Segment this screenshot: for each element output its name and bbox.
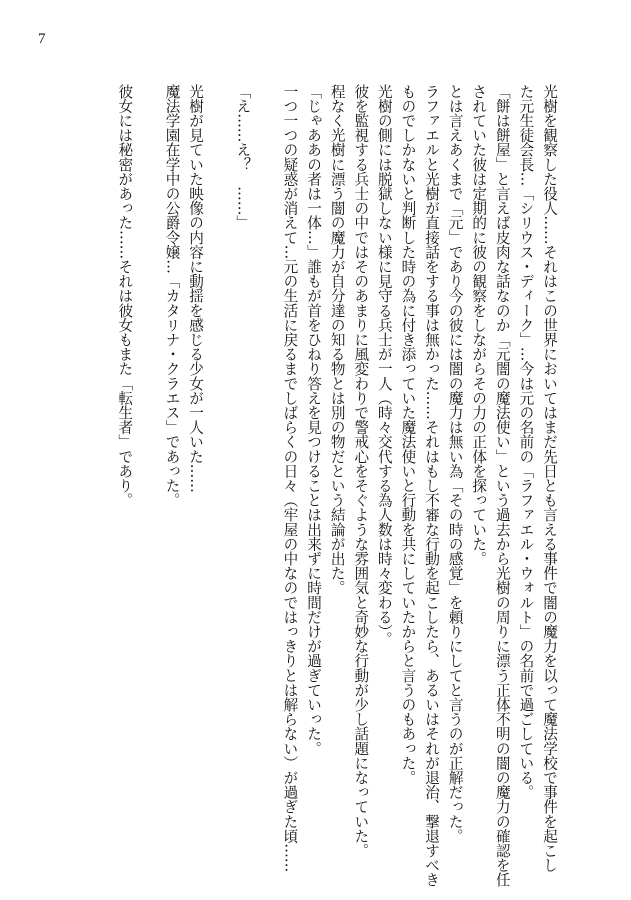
text-line: 一つ一つの疑惑が消えて…元の生活に戻るまでしばらくの日々（牢屋の中なのではっきりとは解らない）が過ぎた頃…… [281,84,299,873]
text-line: 「じゃああの者は一体…」誰もが首をひねり答えを見つけることは出来ずに時間だけが過ぎていった。 [305,84,323,756]
text-line: 光樹が見ていた映像の内容に動揺を感じる少女が一人いた…… [187,84,205,493]
text-line: 程なく光樹に漂う闇の魔力が自分達の知る物とは別の物だという結論が出た。 [328,84,346,595]
text-line: 彼女には秘密があった……それは彼女もまた「転生者」であり。 [116,84,134,508]
text-line: とは言えあくまで「元」であり今の彼には闇の魔力は無い為「その時の感覚」を頼りにしてと言うのが正解だった。 [446,84,464,844]
page-number: 7 [38,31,46,47]
text-line: 光樹を観察した役人……それはこの世界においてはまだ先日とも言える事件で闇の魔力を以って魔法学校で事件を起こし [541,84,558,873]
text-line: ものでしかないと判断した時の為に付き添っていた魔法使いと行動を共にしていたからと言うのもあった。 [399,84,417,785]
text-line: 「え……え？ ……」 [234,84,252,230]
text-line: されていた彼は定期的に彼の観察をしながらその力の正体を探っていた。 [470,84,488,566]
text-line: 光樹の側には脱獄しない様に見守る兵士が一人（時々交代する為人数は時々変わる）。 [375,84,393,647]
text-line: た元生徒会長…「シリウス・ディーク」…今は元の名前の「ラファエル・ウォルト」の名前で過ごしている。 [517,84,535,800]
text-line: 「餅は餅屋」と言えば皮肉な話なのか「元闇の魔法使い」という過去から光樹の周りに漂う正体不明の闇の魔力の確認を任 [493,84,511,887]
body-text [113,84,561,887]
text-line: ラファエルと光樹が直接話をする事は無かった……それはもし不審な行動を起こしたら、あるいはそれが退治、撃退すべき [423,84,441,887]
text-line: 魔法学園在学中の公爵令嬢…「カタリナ・クラエス」であった。 [163,84,181,508]
text-line: 彼を監視する兵士の中ではそのあまりに風変わりで警戒心をそぐような雰囲気と奇妙な行動が少し話題になっていた。 [352,84,370,858]
